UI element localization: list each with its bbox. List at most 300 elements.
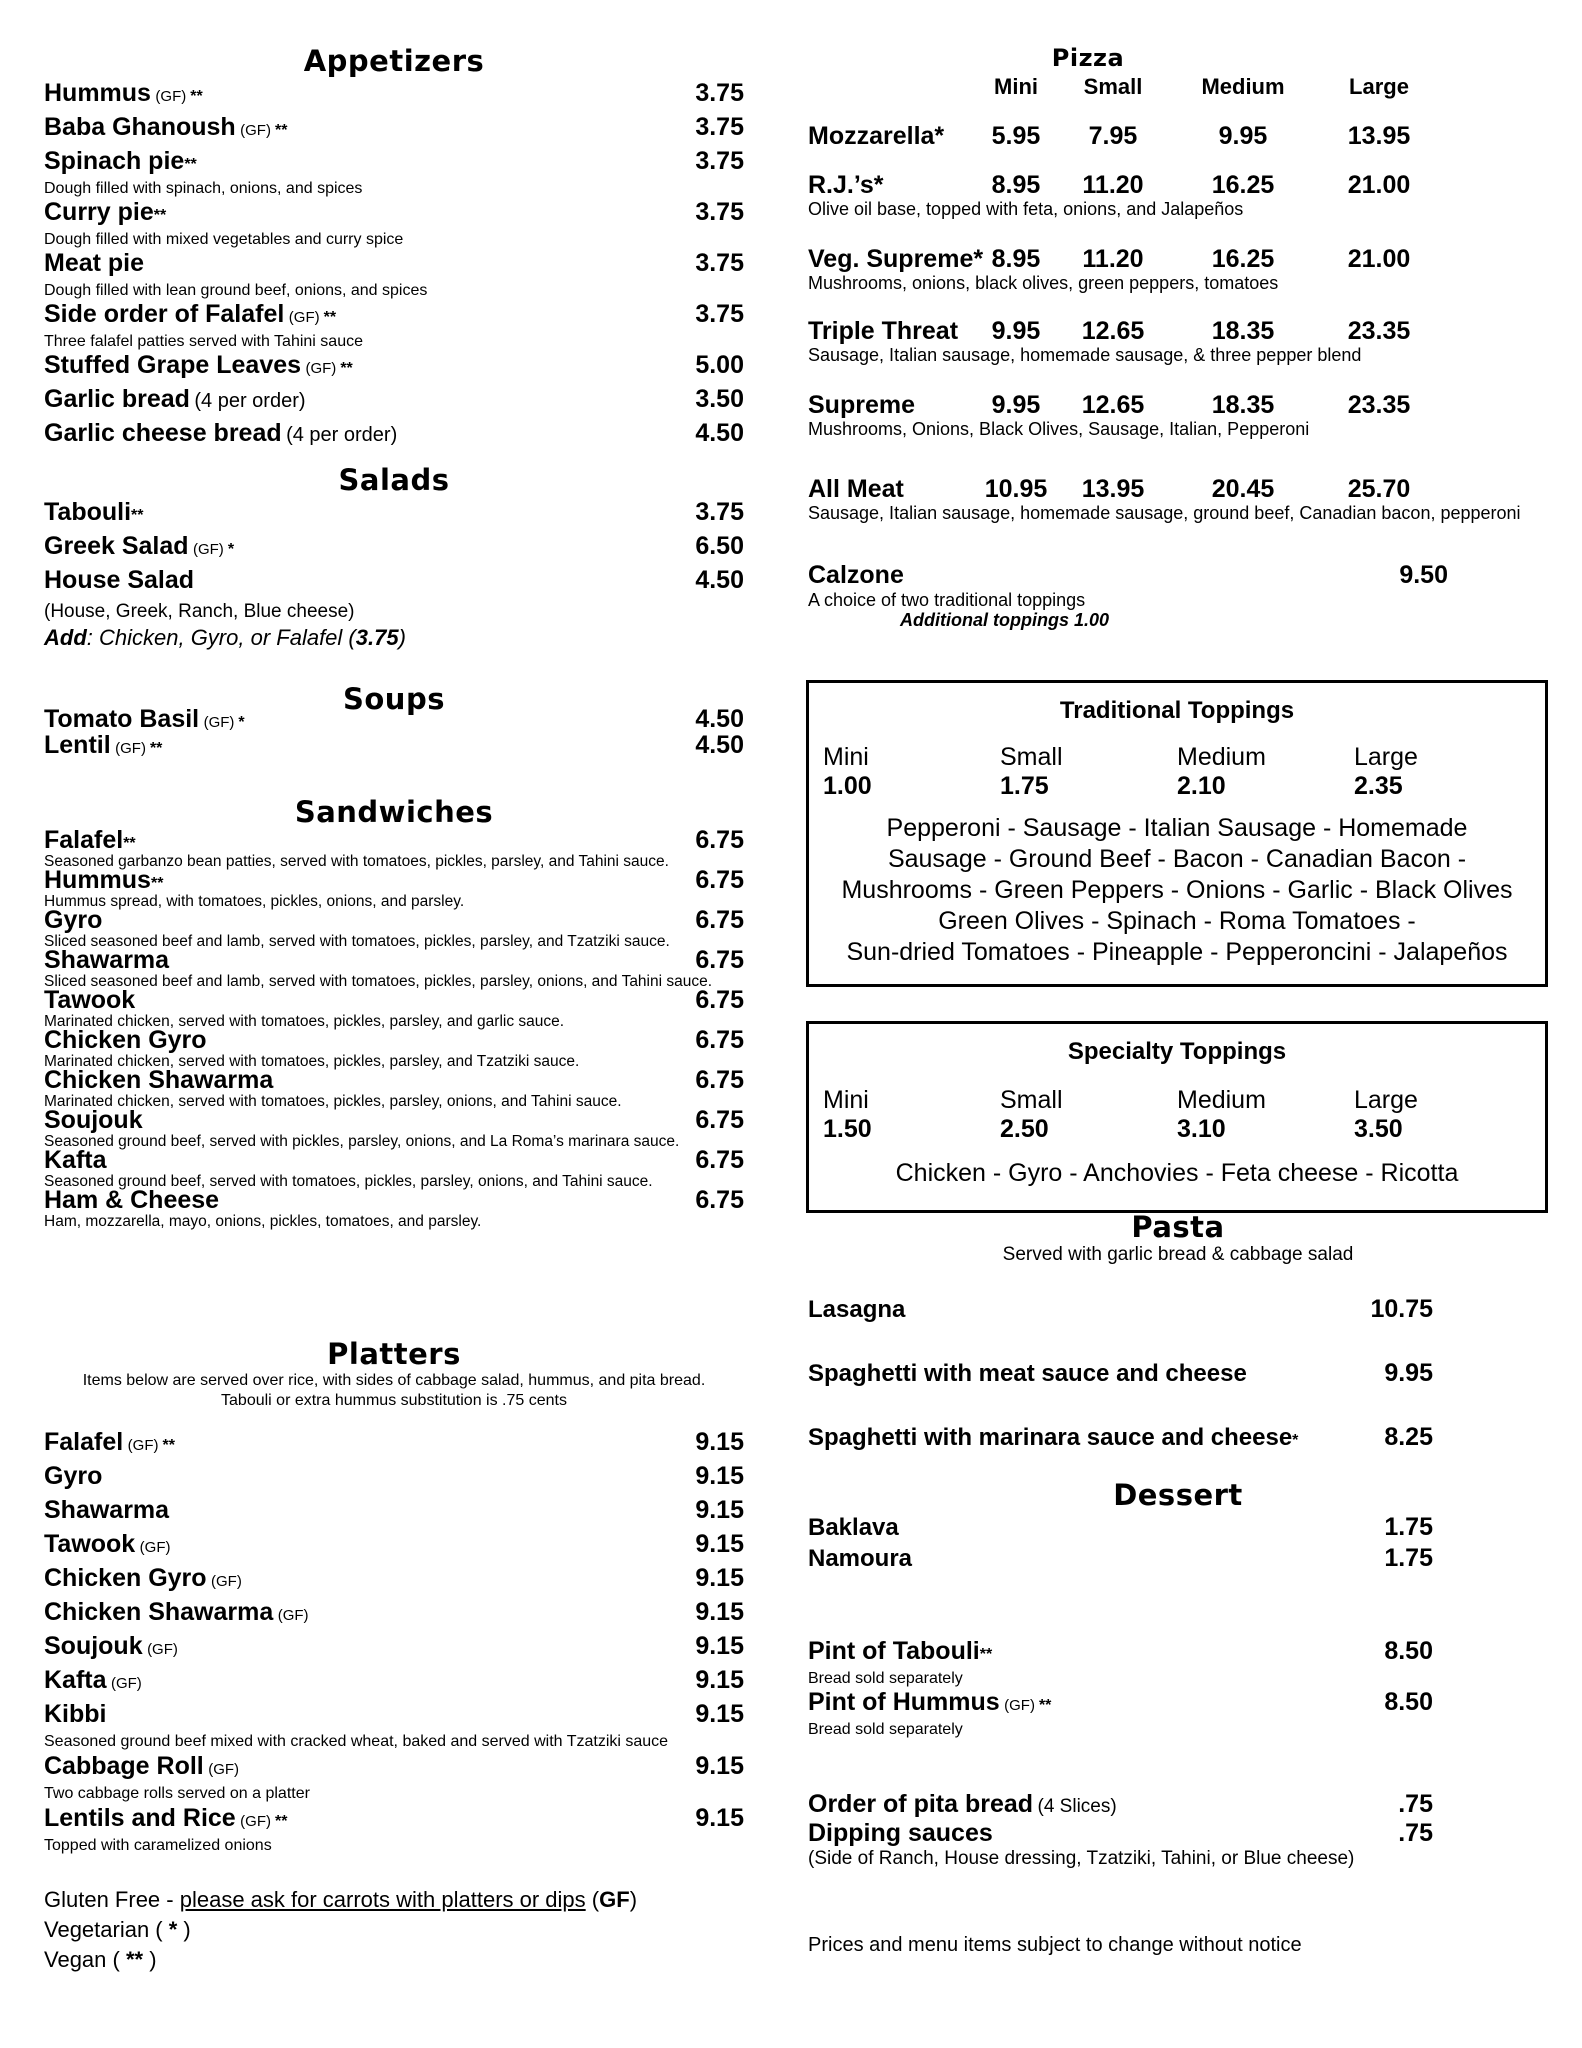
sandwich-item xyxy=(44,1186,744,1230)
item-name: Greek Salad xyxy=(44,532,189,560)
sandwich-item xyxy=(44,986,744,1030)
item-name: Meat pie xyxy=(44,249,145,277)
legend-veg-mark: * xyxy=(168,1917,178,1942)
item-tag: (GF) xyxy=(240,1813,271,1830)
item-label xyxy=(44,1563,242,1597)
calzone-extra: Additional toppings 1.00 xyxy=(900,610,1110,630)
pizza-section xyxy=(808,44,1548,630)
sandwich-item xyxy=(44,866,744,910)
calzone xyxy=(808,561,1448,631)
item-label xyxy=(44,1106,143,1135)
appetizers-heading: Appetizers xyxy=(303,44,485,78)
dessert-item xyxy=(808,1512,1433,1543)
item-desc: Seasoned ground beef mixed with cracked wheat, baked and served with Tzatziki sauce xyxy=(44,1733,669,1750)
item-price: 6.75 xyxy=(695,1066,744,1094)
item-label xyxy=(44,112,287,146)
item-label xyxy=(44,1597,309,1631)
item-label xyxy=(44,197,166,231)
pint-list xyxy=(808,1636,1433,1738)
item-desc: Sliced seasoned beef and lamb, served with tomatoes, pickles, parsley, and Tzatziki sauce. xyxy=(44,933,670,950)
item-mark: ** xyxy=(162,1437,175,1454)
item-mark: ** xyxy=(153,207,167,224)
platter-item xyxy=(44,1597,744,1631)
platters-section xyxy=(44,1337,744,1855)
sandwich-item xyxy=(44,1106,744,1150)
pizza-size-small: Small xyxy=(1083,74,1143,99)
item-price: 6.75 xyxy=(695,866,744,894)
salad-list xyxy=(44,497,744,599)
item-row xyxy=(44,1631,744,1665)
pizza-size-mini: Mini xyxy=(994,74,1038,99)
item-price: 9.15 xyxy=(695,1530,744,1558)
pita-price: .75 xyxy=(1398,1790,1433,1818)
legend-gf-prefix: Gluten Free - xyxy=(44,1887,180,1912)
item-label xyxy=(44,1146,107,1175)
pizza-row xyxy=(808,391,1548,420)
item-name: Shawarma xyxy=(44,1496,170,1524)
item-row xyxy=(44,1529,744,1563)
platter-item xyxy=(44,1803,744,1855)
salad-add-line xyxy=(44,625,744,651)
pasta-heading: Pasta xyxy=(1131,1210,1225,1244)
item-row xyxy=(44,350,744,384)
pizza-row xyxy=(808,171,1548,200)
item-label xyxy=(44,248,144,282)
item-row xyxy=(44,1066,744,1095)
pizza-item xyxy=(808,122,1548,151)
item-price: 9.15 xyxy=(695,1666,744,1694)
item-price: 4.50 xyxy=(695,731,744,759)
platter-item xyxy=(44,1461,744,1495)
pizza-price-large: 21.00 xyxy=(1347,171,1411,199)
item-row xyxy=(44,146,744,180)
calzone-row xyxy=(808,561,1448,590)
pasta-name: Spaghetti with marinara sauce and cheese xyxy=(808,1424,1293,1451)
pizza-desc: Sausage, Italian sausage, homemade sausage, & three pepper blend xyxy=(808,345,1362,365)
item-row xyxy=(44,1026,744,1055)
item-price: 8.50 xyxy=(1384,1688,1433,1716)
specialty-toppings-box xyxy=(806,1021,1548,1213)
item-name: Kafta xyxy=(44,1146,107,1174)
item-name: Ham & Cheese xyxy=(44,1186,220,1214)
item-name: Soujouk xyxy=(44,1632,143,1660)
calzone-desc: A choice of two traditional toppings xyxy=(808,590,1086,610)
item-label xyxy=(44,946,170,975)
legend-vegan-mark: ** xyxy=(125,1947,144,1972)
pizza-name: All Meat xyxy=(808,475,904,503)
item-mark: ** xyxy=(190,88,203,105)
spec-price-mini: 1.50 xyxy=(823,1115,872,1143)
legend-gf-code: GF xyxy=(599,1887,630,1912)
pizza-row xyxy=(808,475,1548,504)
item-row xyxy=(44,826,744,855)
pizza-price-mini: 10.95 xyxy=(984,475,1048,503)
sandwiches-section xyxy=(44,795,744,1229)
pizza-price-mini: 8.95 xyxy=(991,245,1041,273)
item-name: Shawarma xyxy=(44,946,170,974)
item-mark: ** xyxy=(275,1813,288,1830)
item-row xyxy=(44,1146,744,1175)
item-row xyxy=(44,731,744,760)
item-mark: * xyxy=(227,541,235,558)
item-price: 9.15 xyxy=(695,1700,744,1728)
dip-name: Dipping sauces xyxy=(808,1819,993,1847)
pizza-desc: Sausage, Italian sausage, homemade sausage, ground beef, Canadian bacon, pepperoni xyxy=(808,503,1521,523)
spec-size-large: Large xyxy=(1354,1086,1418,1114)
item-name: Falafel xyxy=(44,1428,124,1456)
appetizer-item xyxy=(44,248,744,299)
item-row xyxy=(44,1461,744,1495)
item-row xyxy=(808,1636,1433,1670)
item-label xyxy=(808,1636,992,1670)
appetizer-item xyxy=(44,418,744,452)
pasta-name: Spaghetti with meat sauce and cheese xyxy=(808,1360,1247,1387)
item-tag: (GF) xyxy=(240,122,271,139)
item-price: 9.15 xyxy=(695,1598,744,1626)
soups-heading: Soups xyxy=(343,682,445,716)
appetizer-item xyxy=(44,299,744,350)
item-mark: ** xyxy=(184,156,197,173)
item-mark: ** xyxy=(149,740,163,757)
trad-size-large: Large xyxy=(1354,743,1418,771)
pizza-item xyxy=(808,391,1548,439)
item-desc: Dough filled with spinach, onions, and spices xyxy=(44,180,363,197)
dip-row xyxy=(808,1819,1433,1848)
pasta-mark: * xyxy=(1292,1432,1299,1449)
pizza-name: Supreme xyxy=(808,391,915,419)
pasta-label xyxy=(808,1358,1247,1392)
item-label xyxy=(44,146,197,180)
dip-desc: (Side of Ranch, House dressing, Tzatziki, Tahini, or Blue cheese) xyxy=(808,1848,1355,1869)
item-price: 9.15 xyxy=(695,1428,744,1456)
sandwich-item xyxy=(44,906,744,950)
item-name: Curry pie xyxy=(44,198,154,226)
pizza-price-mini: 8.95 xyxy=(991,171,1041,199)
item-name: Baba Ghanoush xyxy=(44,113,236,141)
item-label xyxy=(44,1529,171,1563)
item-price: 9.15 xyxy=(695,1564,744,1592)
item-tag: (GF) xyxy=(203,714,235,731)
item-row xyxy=(44,384,744,418)
trad-line: Mushrooms - Green Peppers - Onions - Garlic - Black Olives xyxy=(841,876,1513,904)
item-name: Side order of Falafel xyxy=(44,300,285,328)
item-name: Kafta xyxy=(44,1666,107,1694)
pasta-label xyxy=(808,1294,905,1328)
item-name: Chicken Shawarma xyxy=(44,1598,274,1626)
item-name: Tawook xyxy=(44,986,136,1014)
pizza-size-header xyxy=(808,74,1548,100)
pizza-row xyxy=(808,122,1548,151)
legend-gf-open: ( xyxy=(585,1887,600,1912)
specialty-prices xyxy=(823,1115,1531,1144)
traditional-toppings-list xyxy=(823,813,1531,968)
item-tag: (4 per order) xyxy=(286,424,398,446)
item-name: Chicken Gyro xyxy=(44,1564,207,1592)
pizza-name: Triple Threat xyxy=(808,317,959,345)
item-price: 6.75 xyxy=(695,986,744,1014)
item-desc: Dough filled with lean ground beef, onions, and spices xyxy=(44,282,428,299)
item-name: Tawook xyxy=(44,1530,136,1558)
item-label xyxy=(44,299,336,333)
item-name: Tabouli xyxy=(44,498,132,526)
item-desc: Bread sold separately xyxy=(808,1670,963,1687)
item-name: Lentils and Rice xyxy=(44,1804,236,1832)
specialty-toppings-title: Specialty Toppings xyxy=(1067,1038,1287,1065)
legend-veg-label: Vegetarian ( xyxy=(44,1917,169,1942)
item-label xyxy=(44,531,234,565)
trad-size-medium: Medium xyxy=(1177,743,1266,771)
pizza-name: Mozzarella* xyxy=(808,122,945,150)
item-price: 4.50 xyxy=(695,419,744,447)
dessert-item xyxy=(808,1543,1433,1574)
item-name: Falafel xyxy=(44,826,124,854)
sandwich-item xyxy=(44,1146,744,1190)
legend-gf-note: please ask for carrots with platters or dips xyxy=(179,1887,586,1912)
item-label xyxy=(808,1687,1051,1721)
item-price: 6.75 xyxy=(695,946,744,974)
pizza-price-medium: 16.25 xyxy=(1211,171,1275,199)
item-name: Pint of Tabouli xyxy=(808,1637,980,1665)
item-tag: (GF) xyxy=(110,1675,142,1692)
item-name: Garlic bread xyxy=(44,385,190,413)
item-row xyxy=(44,946,744,975)
item-desc: Three falafel patties served with Tahini sauce xyxy=(44,333,363,350)
trad-line: Sun-dried Tomatoes - Pineapple - Pepperoncini - Jalapeños xyxy=(846,938,1508,966)
item-row xyxy=(44,78,744,112)
footer-note: Prices and menu items subject to change without notice xyxy=(808,1934,1302,1956)
calzone-price: 9.50 xyxy=(1399,561,1448,589)
appetizer-item xyxy=(44,112,744,146)
item-tag: (GF) xyxy=(127,1437,159,1454)
item-label xyxy=(44,1461,102,1495)
item-row xyxy=(44,418,744,452)
item-price: 9.15 xyxy=(695,1752,744,1780)
pizza-price-mini: 9.95 xyxy=(991,317,1041,345)
legend-veg-close: ) xyxy=(177,1917,191,1942)
item-name: Chicken Gyro xyxy=(44,1026,207,1054)
item-desc: Marinated chicken, served with tomatoes, pickles, parsley, and Tzatziki sauce. xyxy=(44,1053,580,1070)
item-row xyxy=(44,1699,744,1733)
pasta-item xyxy=(808,1358,1433,1392)
pizza-price-small: 11.20 xyxy=(1082,245,1144,273)
spec-price-medium: 3.10 xyxy=(1177,1115,1226,1143)
item-price: 6.75 xyxy=(695,1026,744,1054)
pizza-price-medium: 20.45 xyxy=(1211,475,1275,503)
item-row xyxy=(44,906,744,935)
item-label xyxy=(44,1631,178,1665)
calzone-name: Calzone xyxy=(808,561,904,589)
pizza-price-large: 21.00 xyxy=(1347,245,1411,273)
platters-heading: Platters xyxy=(327,1337,461,1371)
traditional-toppings-box xyxy=(806,680,1548,987)
item-tag: (GF) xyxy=(147,1641,178,1658)
pizza-price-medium: 9.95 xyxy=(1218,122,1268,150)
pizza-price-small: 13.95 xyxy=(1081,475,1145,503)
platter-item xyxy=(44,1427,744,1461)
pita-tag: (4 Slices) xyxy=(1037,1796,1117,1817)
item-tag: (GF) xyxy=(1004,1697,1035,1714)
item-name: Cabbage Roll xyxy=(44,1752,204,1780)
platter-item xyxy=(44,1529,744,1563)
item-tag: (GF) xyxy=(277,1607,309,1624)
item-row xyxy=(44,1495,744,1529)
pizza-price-medium: 18.35 xyxy=(1211,317,1275,345)
item-label xyxy=(44,1066,274,1095)
pasta-section xyxy=(808,1210,1548,1486)
trad-price-mini: 1.00 xyxy=(823,772,872,800)
dessert-heading: Dessert xyxy=(1113,1478,1243,1512)
pizza-price-small: 12.65 xyxy=(1081,391,1145,419)
item-row xyxy=(44,1665,744,1699)
salad-add-close: ) xyxy=(398,625,406,650)
pizza-heading: Pizza xyxy=(1051,44,1125,72)
item-row xyxy=(44,497,744,531)
appetizer-item xyxy=(44,350,744,384)
legend-vegan-label: Vegan ( xyxy=(44,1947,126,1972)
item-label xyxy=(44,350,353,384)
item-price: 6.50 xyxy=(695,532,744,560)
dessert-section xyxy=(808,1478,1548,1574)
extras-section xyxy=(808,1790,1548,1870)
item-name: Garlic cheese bread xyxy=(44,419,282,447)
item-desc: Seasoned garbanzo bean patties, served with tomatoes, pickles, parsley, and Tahini sauce. xyxy=(44,853,669,870)
pizza-price-large: 13.95 xyxy=(1347,122,1411,150)
salad-item xyxy=(44,497,744,531)
item-name: Hummus xyxy=(44,79,151,107)
pints-section xyxy=(808,1636,1433,1738)
item-desc: Seasoned ground beef, served with tomatoes, pickles, parsley, onions, and Tahini sauce. xyxy=(44,1173,653,1190)
item-price: 3.75 xyxy=(695,113,744,141)
pizza-size-large: Large xyxy=(1349,74,1409,99)
item-price: 9.15 xyxy=(695,1804,744,1832)
item-label xyxy=(44,866,164,895)
item-price: 6.75 xyxy=(695,1106,744,1134)
pasta-price: 9.95 xyxy=(1384,1359,1433,1387)
dessert-name: Baklava xyxy=(808,1514,899,1541)
item-tag: (GF) xyxy=(305,360,337,377)
item-price: 9.15 xyxy=(695,1632,744,1660)
item-label xyxy=(44,1427,175,1461)
item-name: Chicken Shawarma xyxy=(44,1066,274,1094)
item-row xyxy=(44,248,744,282)
item-label xyxy=(44,1665,142,1699)
legend-vegan-close: ) xyxy=(143,1947,157,1972)
item-row xyxy=(44,1751,744,1785)
item-label xyxy=(44,1186,220,1215)
item-row xyxy=(44,531,744,565)
item-desc: Marinated chicken, served with tomatoes, pickles, parsley, onions, and Tahini sauce. xyxy=(44,1093,622,1110)
pizza-item xyxy=(808,317,1548,365)
appetizer-item xyxy=(44,78,744,112)
pizza-price-small: 12.65 xyxy=(1081,317,1145,345)
item-mark: ** xyxy=(1038,1697,1052,1714)
salad-dressings: (House, Greek, Ranch, Blue cheese) xyxy=(44,601,355,622)
platter-item xyxy=(44,1631,744,1665)
item-row xyxy=(808,1687,1433,1721)
pizza-item xyxy=(808,475,1548,523)
item-row xyxy=(44,1563,744,1597)
trad-size-mini: Mini xyxy=(823,743,869,771)
item-tag: (GF) xyxy=(192,541,224,558)
soups-section xyxy=(44,682,744,760)
appetizer-item xyxy=(44,384,744,418)
item-name: Stuffed Grape Leaves xyxy=(44,351,302,379)
item-price: 6.75 xyxy=(695,1186,744,1214)
pizza-price-medium: 16.25 xyxy=(1211,245,1275,273)
item-name: Lentil xyxy=(44,731,111,759)
specialty-toppings-list: Chicken - Gyro - Anchovies - Feta cheese - Ricotta xyxy=(895,1159,1459,1187)
item-name: Hummus xyxy=(44,866,151,894)
pasta-price: 10.75 xyxy=(1370,1295,1433,1323)
item-mark: ** xyxy=(123,835,136,852)
item-price: 3.75 xyxy=(695,300,744,328)
item-row xyxy=(44,1186,744,1215)
item-tag: (GF) xyxy=(288,309,320,326)
platter-list xyxy=(44,1427,744,1855)
item-price: 3.50 xyxy=(695,385,744,413)
pasta-price: 8.25 xyxy=(1384,1423,1433,1451)
appetizer-item xyxy=(44,197,744,248)
appetizer-list xyxy=(44,78,744,452)
item-desc: Sliced seasoned beef and lamb, served with tomatoes, pickles, parsley, onions, and Tahini sauce. xyxy=(44,973,713,990)
item-label xyxy=(44,826,136,855)
item-name: Pint of Hummus xyxy=(808,1688,1000,1716)
dessert-list xyxy=(808,1512,1433,1574)
item-mark: ** xyxy=(131,507,144,524)
item-price: 6.75 xyxy=(695,826,744,854)
item-desc: Hummus spread, with tomatoes, pickles, onions, and parsley. xyxy=(44,893,465,910)
pasta-item xyxy=(808,1294,1433,1328)
item-desc: Marinated chicken, served with tomatoes, pickles, parsley, and garlic sauce. xyxy=(44,1013,565,1030)
trad-line: Pepperoni - Sausage - Italian Sausage - Homemade xyxy=(886,814,1468,842)
item-name: House Salad xyxy=(44,566,195,594)
item-price: 6.75 xyxy=(695,1146,744,1174)
item-name: Kibbi xyxy=(44,1700,107,1728)
appetizer-item xyxy=(44,146,744,197)
pasta-name: Lasagna xyxy=(808,1296,906,1323)
pint-item xyxy=(808,1636,1433,1687)
pizza-price-large: 23.35 xyxy=(1347,317,1411,345)
item-price: 9.15 xyxy=(695,1462,744,1490)
item-price: 3.75 xyxy=(695,249,744,277)
sandwich-list xyxy=(44,826,744,1230)
item-label xyxy=(44,1026,207,1055)
traditional-toppings-title: Traditional Toppings xyxy=(1059,697,1295,724)
salads-section xyxy=(44,463,744,651)
legend-gf-close: ) xyxy=(629,1887,638,1912)
item-label xyxy=(44,1699,107,1733)
pita-name: Order of pita bread xyxy=(808,1790,1034,1818)
sandwich-item xyxy=(44,946,744,990)
item-tag: (GF) xyxy=(155,88,187,105)
item-price: 8.50 xyxy=(1384,1637,1433,1665)
pasta-subtitle: Served with garlic bread & cabbage salad xyxy=(1002,1244,1354,1265)
item-desc: Topped with caramelized onions xyxy=(44,1837,272,1854)
item-label xyxy=(44,565,194,599)
pizza-row xyxy=(808,317,1548,346)
pizza-price-mini: 5.95 xyxy=(991,122,1041,150)
salad-item xyxy=(44,565,744,599)
pizza-desc: Mushrooms, onions, black olives, green peppers, tomatoes xyxy=(808,273,1279,293)
item-price: 4.50 xyxy=(695,566,744,594)
item-price: 5.00 xyxy=(695,351,744,379)
item-row xyxy=(44,986,744,1015)
item-label xyxy=(44,497,143,531)
traditional-prices xyxy=(823,772,1531,801)
dip-price: .75 xyxy=(1398,1819,1433,1847)
item-row xyxy=(44,197,744,231)
item-tag: (GF) xyxy=(208,1761,240,1778)
